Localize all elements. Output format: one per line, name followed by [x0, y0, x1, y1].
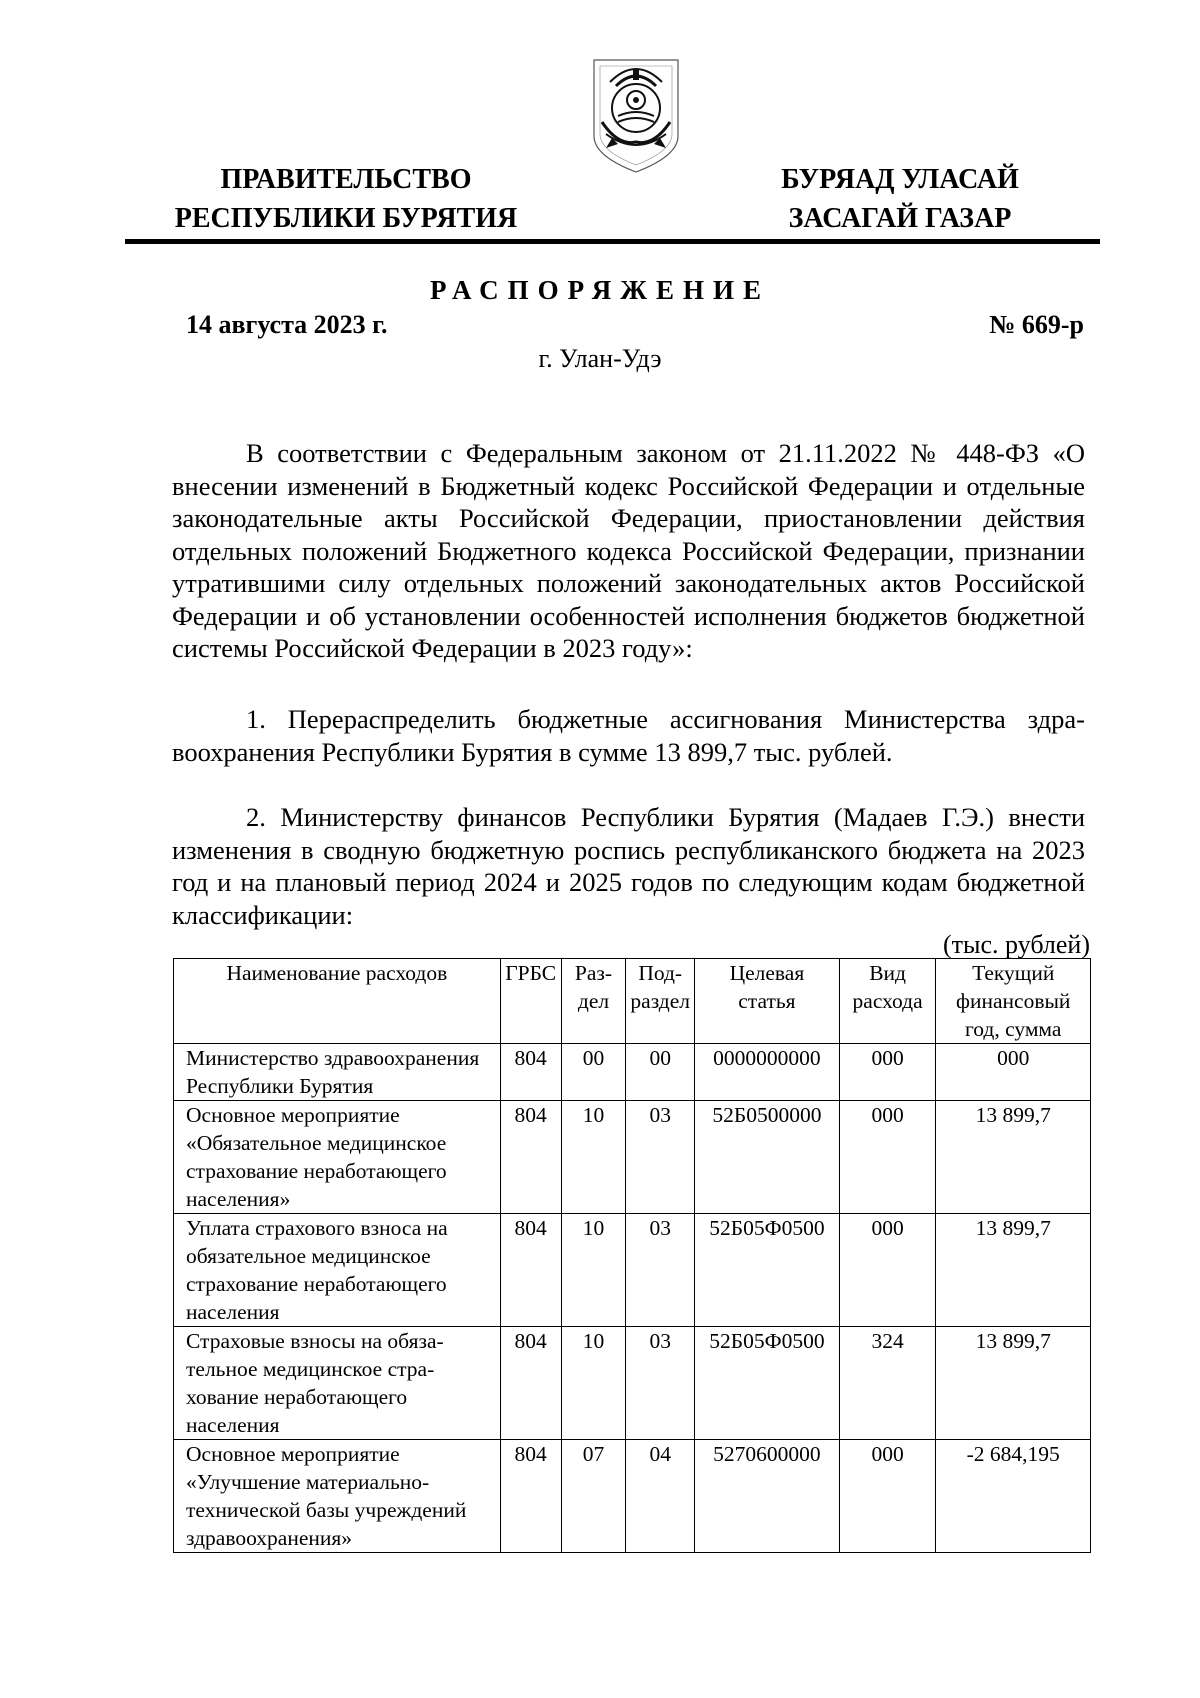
cell-vid: 324 [839, 1327, 936, 1440]
cell-grbs: 804 [500, 1440, 561, 1553]
table-row [174, 1440, 1091, 1553]
cell-grbs: 804 [500, 1044, 561, 1101]
cell-celevaya: 52Б0500000 [695, 1101, 840, 1214]
cell-summa: 000 [936, 1044, 1091, 1101]
col-header-grbs: ГРБС [500, 959, 561, 1044]
cell-vid: 000 [839, 1044, 936, 1101]
document-number: № 669-р [989, 310, 1084, 339]
cell-name: Министерство здравоохранения Республики Бурятия [174, 1044, 501, 1101]
cell-celevaya: 5270600000 [695, 1440, 840, 1553]
header-left-line1: ПРАВИТЕЛЬСТВО [220, 164, 472, 195]
col-header-celevaya: Целевая статья [695, 959, 840, 1044]
cell-podrazdel: 03 [626, 1214, 695, 1327]
col-header-podrazdel: Подраздел [626, 959, 695, 1044]
clause-1-paragraph: 1. Перераспределить бюджетные ассигнования Министерства здравоохранения Республики Бурятия в сумме 13 899,7 тыс. рублей. [172, 704, 1085, 767]
cell-vid: 000 [839, 1214, 936, 1327]
cell-summa: 13 899,7 [936, 1101, 1091, 1214]
cell-podrazdel: 00 [626, 1044, 695, 1101]
government-name-buryat [748, 160, 1052, 238]
col-header-summa: Текущий финансовый год, сумма [936, 959, 1091, 1044]
government-name-russian [160, 160, 532, 238]
cell-celevaya: 52Б05Ф0500 [695, 1327, 840, 1440]
cell-name: Основное мероприятие «Обязательное медицинское страхование неработающего населения» [174, 1101, 501, 1214]
header-divider [125, 239, 1100, 244]
document-date: 14 августа 2023 г. [186, 310, 388, 339]
budget-table [173, 958, 1091, 1553]
document-city: г. Улан-Удэ [538, 344, 662, 373]
cell-name: Уплата страхового взноса на обязательное медицинское страхование неработающего населения [174, 1214, 501, 1327]
table-row [174, 1214, 1091, 1327]
table-row [174, 1327, 1091, 1440]
header-right-line1: БУРЯАД УЛАСАЙ [781, 164, 1019, 195]
cell-razdel: 00 [561, 1044, 626, 1101]
col-header-name: Наименование расходов [174, 959, 501, 1044]
table-row [174, 1044, 1091, 1101]
cell-vid: 000 [839, 1101, 936, 1214]
table-unit-label: (тыс. рублей) [942, 930, 1090, 959]
cell-vid: 000 [839, 1440, 936, 1553]
cell-grbs: 804 [500, 1101, 561, 1214]
cell-razdel: 07 [561, 1440, 626, 1553]
cell-podrazdel: 03 [626, 1101, 695, 1214]
cell-summa: -2 684,195 [936, 1440, 1091, 1553]
cell-name: Страховые взносы на обязательное медицинское страхование неработающего населения [174, 1327, 501, 1440]
cell-summa: 13 899,7 [936, 1214, 1091, 1327]
col-header-razdel: Раздел [561, 959, 626, 1044]
document-title: РАСПОРЯЖЕНИЕ [429, 275, 771, 305]
header-left-line2: РЕСПУБЛИКИ БУРЯТИЯ [174, 203, 518, 234]
cell-podrazdel: 03 [626, 1327, 695, 1440]
cell-summa: 13 899,7 [936, 1327, 1091, 1440]
header-right-line2: ЗАСАГАЙ ГАЗАР [788, 203, 1012, 234]
clause-2-paragraph: 2. Министерству финансов Республики Бурятия (Мадаев Г.Э.) внести изменения в сводную бюджетную роспись республиканского бюджета на 2023 год и на плановый период 2024 и 2025 годов по следующим кодам бюджетной классификации: [172, 802, 1085, 930]
table-header-row [174, 959, 1091, 1044]
cell-grbs: 804 [500, 1327, 561, 1440]
preamble-paragraph: В соответствии с Федеральным законом от 21.11.2022 № 448-ФЗ «О внесении изменений в Бюджетный кодекс Российской Федерации и отдельные законодательные акты Российской Федерации, приостановлении действия отдельных положений Бюджетного кодекса Российской Федерации, признании утратившими силу отдельных положений законодательных актов Российской Федерации и об установлении особенностей исполнения бюджетов бюджетной системы Российской Федерации в 2023 году»: [172, 438, 1085, 663]
cell-razdel: 10 [561, 1327, 626, 1440]
cell-podrazdel: 04 [626, 1440, 695, 1553]
table-row [174, 1101, 1091, 1214]
cell-razdel: 10 [561, 1101, 626, 1214]
cell-celevaya: 52Б05Ф0500 [695, 1214, 840, 1327]
cell-razdel: 10 [561, 1214, 626, 1327]
coat-of-arms-icon [588, 56, 684, 176]
cell-grbs: 804 [500, 1214, 561, 1327]
cell-celevaya: 0000000000 [695, 1044, 840, 1101]
col-header-vid: Вид расхода [839, 959, 936, 1044]
cell-name: Основное мероприятие «Улучшение материально-технической базы учреждений здравоохранения» [174, 1440, 501, 1553]
